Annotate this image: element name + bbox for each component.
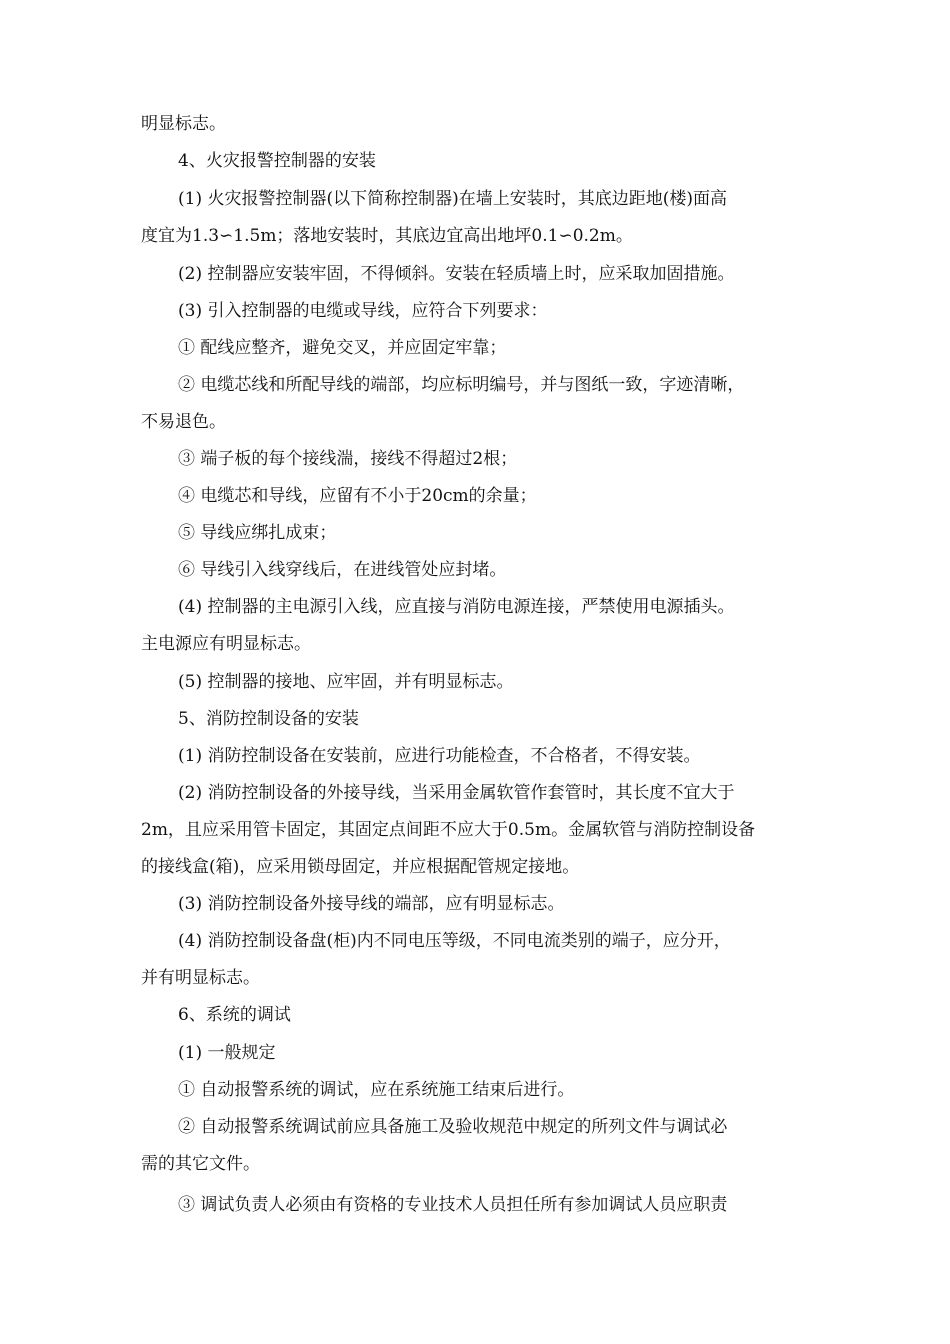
paragraph-line: (5) 控制器的接地、应牢固，并有明显标志。 [178,672,514,692]
paragraph-line: (2) 控制器应安装牢固，不得倾斜。安装在轻质墙上时，应采取加固措施。 [178,264,735,284]
paragraph-line: 明显标志。 [141,114,226,134]
paragraph-line: 主电源应有明显标志。 [141,634,311,654]
list-item: ③ 调试负责人必须由有资格的专业技术人员担任所有参加调试人员应职责 [178,1195,728,1215]
paragraph-line: 度宜为1.3∽1.5m；落地安装时，其底边宜高出地坪0.1∽0.2m。 [141,226,633,246]
paragraph-line: 并有明显标志。 [141,968,260,988]
section-heading: 5、消防控制设备的安装 [178,709,359,729]
list-item: ① 自动报警系统的调试，应在系统施工结束后进行。 [178,1080,575,1100]
paragraph-line: (3) 消防控制设备外接导线的端部，应有明显标志。 [178,894,565,914]
section-heading: 4、火灾报警控制器的安装 [178,151,376,171]
paragraph-line: (1) 消防控制设备在安装前，应进行功能检查，不合格者，不得安装。 [178,746,701,766]
list-item: ① 配线应整齐，避免交叉，并应固定牢靠； [178,338,507,358]
paragraph-line: 2m，且应采用管卡固定，其固定点间距不应大于0.5m。金属软管与消防控制设备 [141,820,756,840]
paragraph-line: (3) 引入控制器的电缆或导线，应符合下列要求： [178,301,548,321]
paragraph-line: (4) 消防控制设备盘(柜)内不同电压等级，不同电流类别的端子，应分开， [178,931,731,951]
section-heading: 6、系统的调试 [178,1005,291,1025]
list-item: ⑤ 导线应绑扎成束； [178,523,337,543]
list-item: ② 自动报警系统调试前应具备施工及验收规范中规定的所列文件与调试必 [178,1117,728,1137]
paragraph-line: (1) 火灾报警控制器(以下简称控制器)在墙上安装时，其底边距地(楼)面高 [178,189,728,209]
paragraph-line: 不易退色。 [141,412,226,432]
list-item: ④ 电缆芯和导线，应留有不小于20cm的余量； [178,486,537,506]
list-item: ⑥ 导线引入线穿线后，在进线管处应封堵。 [178,560,507,580]
paragraph-line: (2) 消防控制设备的外接导线，当采用金属软管作套管时，其长度不宜大于 [178,783,735,803]
paragraph-line: (1) 一般规定 [178,1043,276,1063]
list-item: ② 电缆芯线和所配导线的端部，均应标明编号，并与图纸一致，字迹清晰， [178,375,745,395]
paragraph-line: 的接线盒(箱)，应采用锁母固定，并应根据配管规定接地。 [141,857,580,877]
paragraph-line: (4) 控制器的主电源引入线，应直接与消防电源连接，严禁使用电源插头。 [178,597,735,617]
paragraph-line: 需的其它文件。 [141,1154,260,1174]
list-item: ③ 端子板的每个接线湍，接线不得超过2根； [178,449,518,469]
